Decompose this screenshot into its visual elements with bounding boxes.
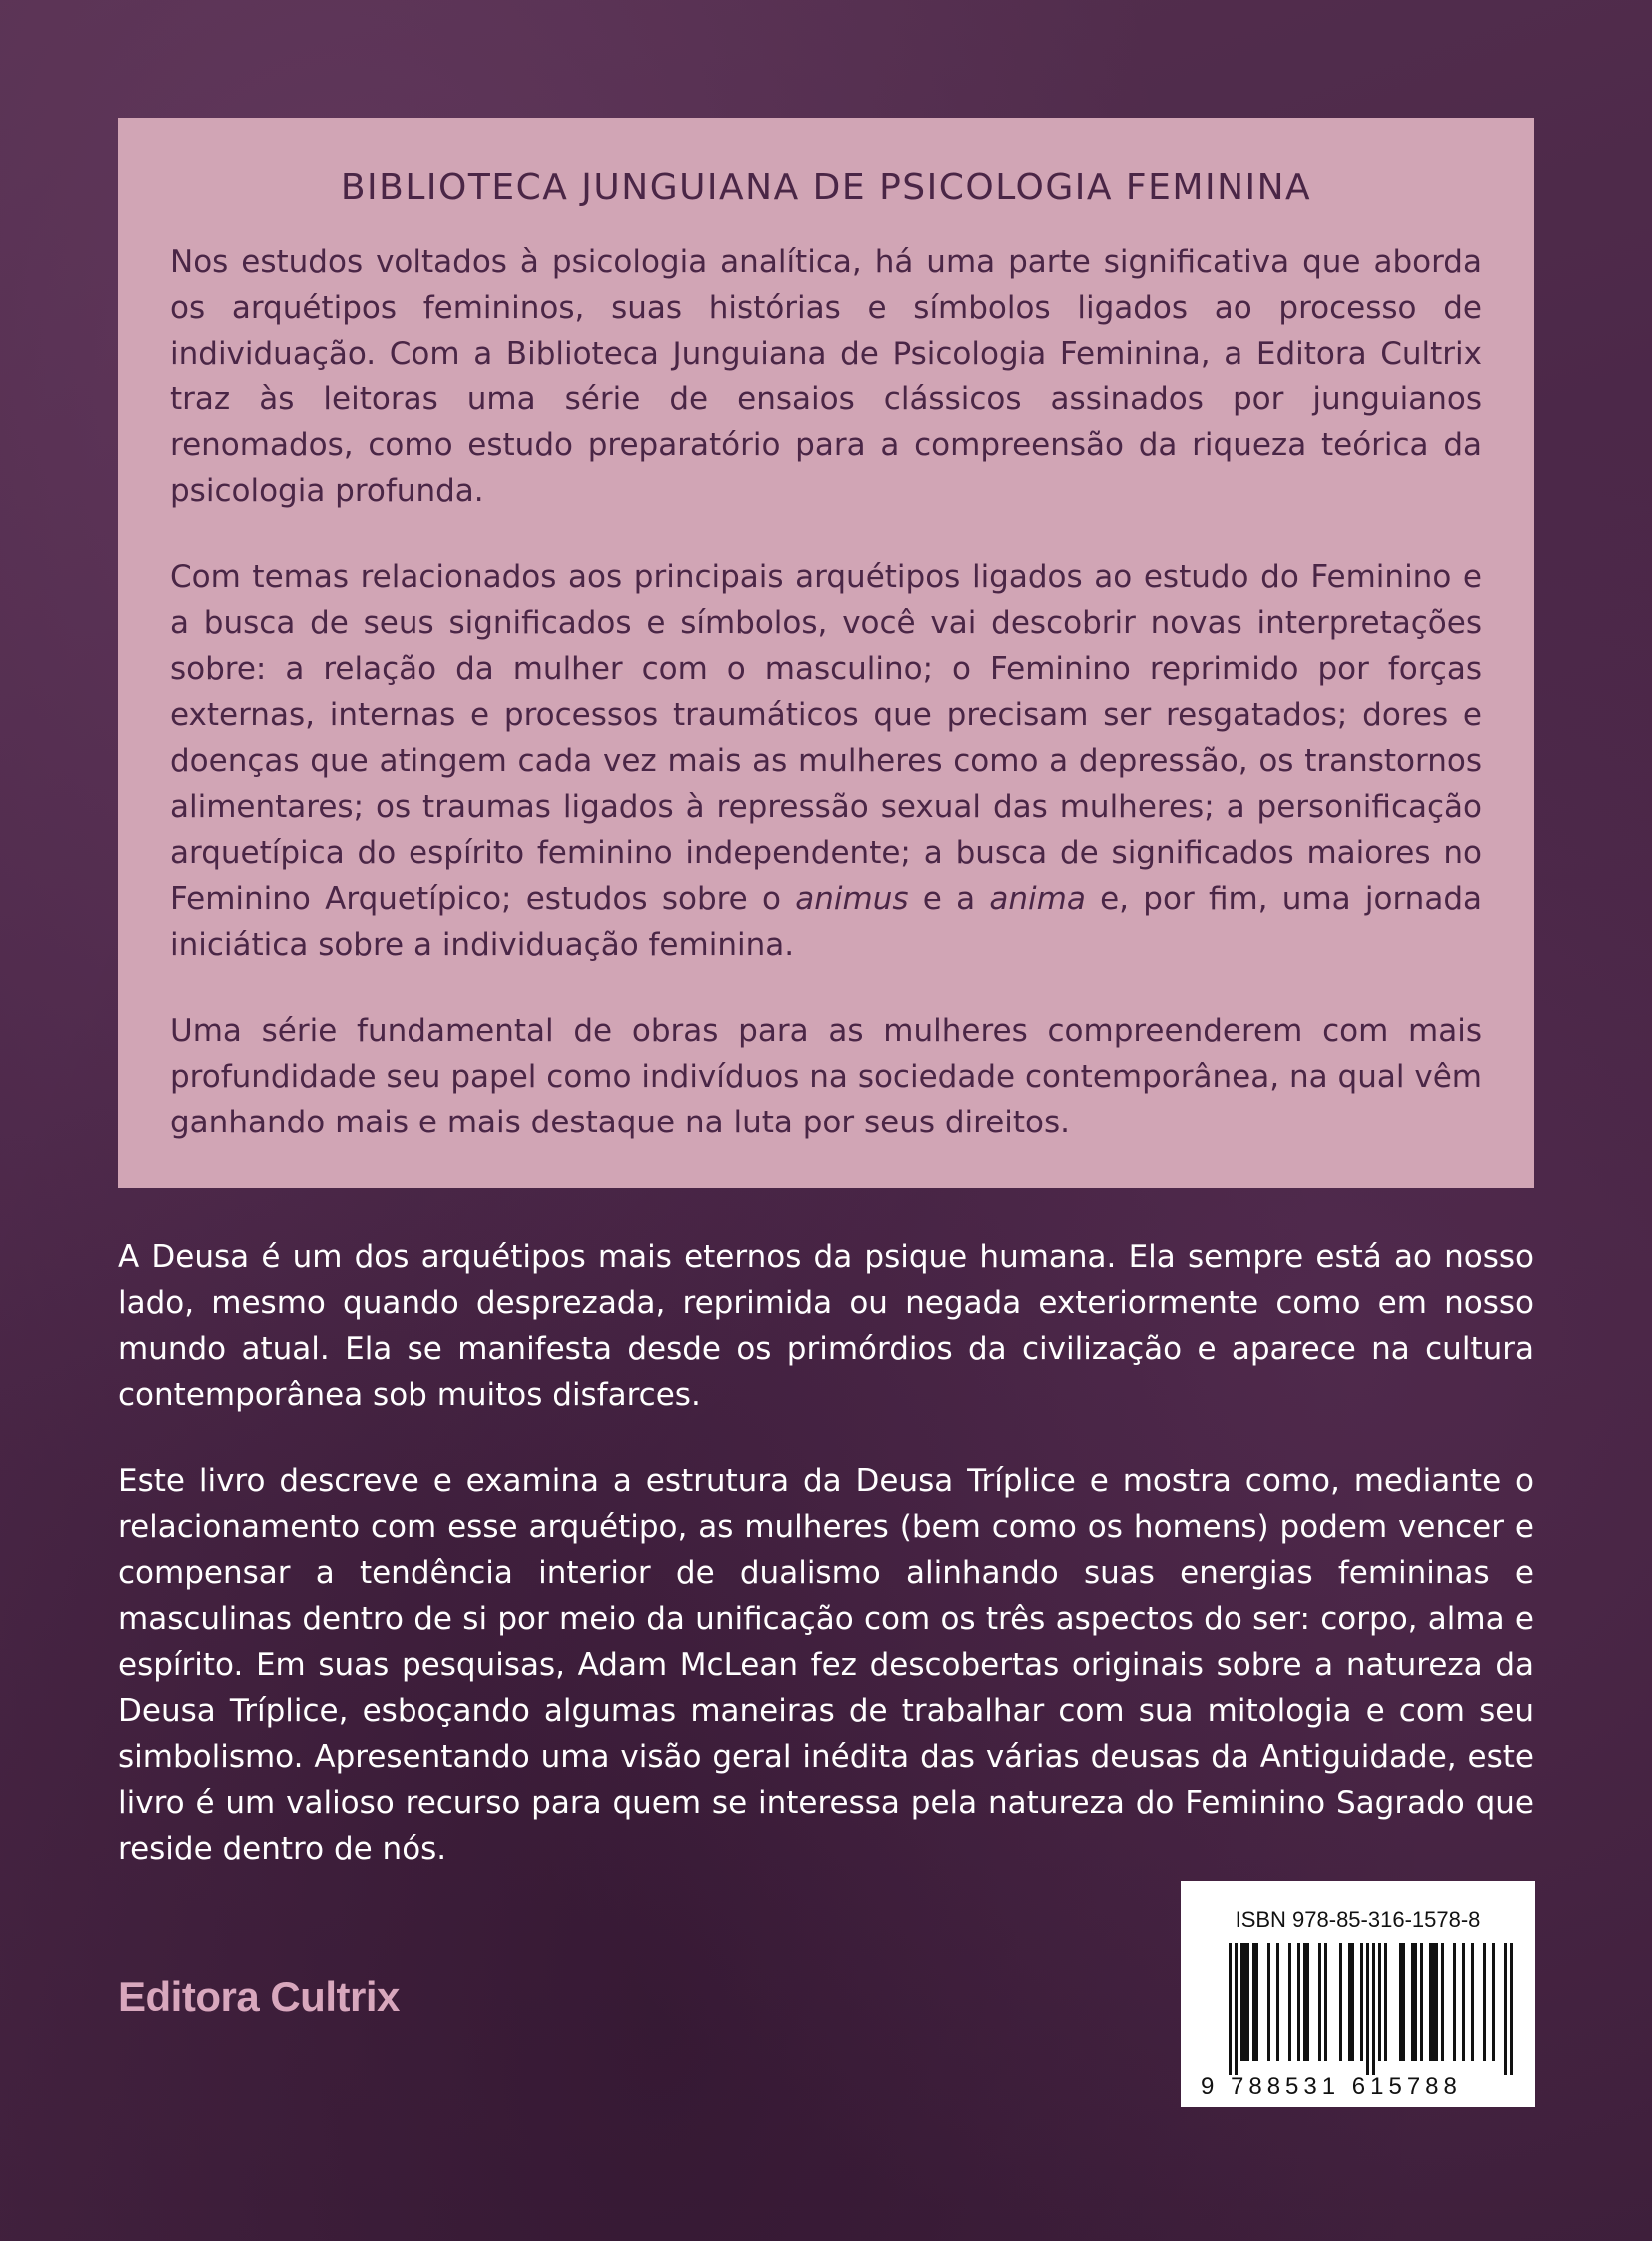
barcode-bar [1372, 1943, 1375, 2075]
barcode-bar [1348, 1943, 1351, 2061]
barcode-bar [1229, 1943, 1232, 2075]
barcode-bar [1471, 1943, 1474, 2061]
barcode-bar [1246, 1943, 1249, 2061]
series-paragraph-1: Nos estudos voltados à psicologia analítica, há uma parte significativa que aborda os arquétipos femininos, suas histórias e símbolos ligados ao processo de individuação. Com a Biblioteca Junguiana de Psicologia Feminina, a Editora Cultrix traz às leitoras uma série de ensaios clássicos assinados por junguianos renomados, como estudo preparatório para a compreensão da riqueza teórica da psicologia profunda. [170, 244, 1482, 510]
barcode-bar [1243, 1943, 1246, 2061]
anima-term: anima [989, 881, 1086, 918]
series-paragraph-2-text-a: Com temas relacionados aos principais arquétipos ligados ao estudo do Feminino e a busca de seus significados e símbolos, você vai descobrir novas interpretações sobre: a relação da mulher com o masculino; o Feminino reprimido por forças externas, internas e processos traumáticos que precisam ser resgatados; dores e doenças que atingem cada vez mais as mulheres como a depressão, os transtornos alimentares; os traumas ligados à repressão sexual das mulheres; a personificação arquetípica do espírito feminino independente; a busca de significados maiores no Feminino Arquetípico; estudos sobre o [170, 559, 1482, 918]
series-title: BIBLIOTECA JUNGUIANA DE PSICOLOGIA FEMININA [340, 167, 1312, 208]
barcode-bar [1402, 1943, 1405, 2061]
series-info-box [118, 118, 1534, 1188]
barcode-bar [1297, 1943, 1300, 2061]
barcode-bar [1360, 1943, 1363, 2061]
barcode-digits: 9 788531 615788 [1201, 2073, 1462, 2100]
barcode-bar [1324, 1943, 1327, 2061]
isbn-label: ISBN 978-85-316-1578-8 [1235, 1907, 1481, 1932]
barcode-bar [1453, 1943, 1456, 2061]
barcode-bar [1276, 1943, 1279, 2061]
barcode-bar [1366, 1943, 1369, 2075]
isbn-barcode-box [1181, 1881, 1535, 2107]
barcode-bar [1510, 1943, 1513, 2075]
barcode-bar [1483, 1943, 1486, 2061]
barcode-bar [1267, 1943, 1270, 2061]
barcode-graphic [1201, 1943, 1515, 2075]
publisher-name: Editora Cultrix [118, 1973, 400, 2020]
barcode-bar [1252, 1943, 1255, 2061]
barcode-bar [1432, 1943, 1435, 2061]
barcode-bar [1399, 1943, 1402, 2061]
barcode-bar [1492, 1943, 1495, 2061]
barcode-bar [1288, 1943, 1291, 2061]
series-paragraph-2 [170, 554, 1482, 968]
description-paragraph-2: Este livro descreve e examina a estrutura da Deusa Tríplice e mostra como, mediante o relacionamento com esse arquétipo, as mulheres (bem como os homens) podem vencer e compensar a tendência interior de dualismo alinhando suas energias femininas e masculinas dentro de si por meio da unificação com os três aspectos do ser: corpo, alma e espírito. Em suas pesquisas, Adam McLean fez descobertas originais sobre a natureza da Deusa Tríplice, esboçando algumas maneiras de trabalhar com sua mitologia e com seu simbolismo. Apresentando uma visão geral inédita das várias deusas da Antiguidade, este livro é um valioso recurso para quem se interessa pela natureza do Feminino Sagrado que reside dentro de nós. [118, 1463, 1534, 1867]
barcode-bar [1411, 1943, 1414, 2061]
barcode-bar [1462, 1943, 1465, 2061]
barcode-bar [1414, 1943, 1417, 2061]
description-paragraph-1: A Deusa é um dos arquétipos mais eternos da psique humana. Ela sempre está ao nosso lado, mesmo quando desprezada, reprimida ou negada exteriormente como em nosso mundo atual. Ela se manifesta desde os primórdios da civilização e aparece na cultura contemporânea sob muitos disfarces. [118, 1239, 1534, 1413]
barcode-bar [1339, 1943, 1342, 2061]
barcode-bar [1255, 1943, 1258, 2061]
animus-term: animus [795, 881, 909, 918]
barcode-bar [1420, 1943, 1423, 2061]
barcode-bar [1318, 1943, 1321, 2061]
barcode-bar [1429, 1943, 1432, 2061]
barcode-bar [1435, 1943, 1438, 2061]
barcode-bar [1303, 1943, 1306, 2061]
barcode-bar [1306, 1943, 1309, 2061]
barcode-bar [1351, 1943, 1354, 2061]
barcode-bar [1441, 1943, 1444, 2061]
barcode-bar [1235, 1943, 1238, 2075]
series-paragraph-2-text-c: e, por fim, uma jornada iniciática sobre a individuação feminina. [170, 881, 1482, 964]
series-paragraph-2-text-b: e a [908, 881, 990, 918]
barcode-bar [1240, 1943, 1243, 2061]
barcode-bar [1504, 1943, 1507, 2075]
barcode-bar [1384, 1943, 1387, 2061]
book-description [118, 1234, 1534, 1911]
barcode-bar [1378, 1943, 1381, 2061]
series-paragraph-3: Uma série fundamental de obras para as mulheres compreenderem com mais profundidade seu papel como indivíduos na sociedade contemporânea, na qual vêm ganhando mais e mais destaque na luta por seus direitos. [170, 1013, 1482, 1141]
